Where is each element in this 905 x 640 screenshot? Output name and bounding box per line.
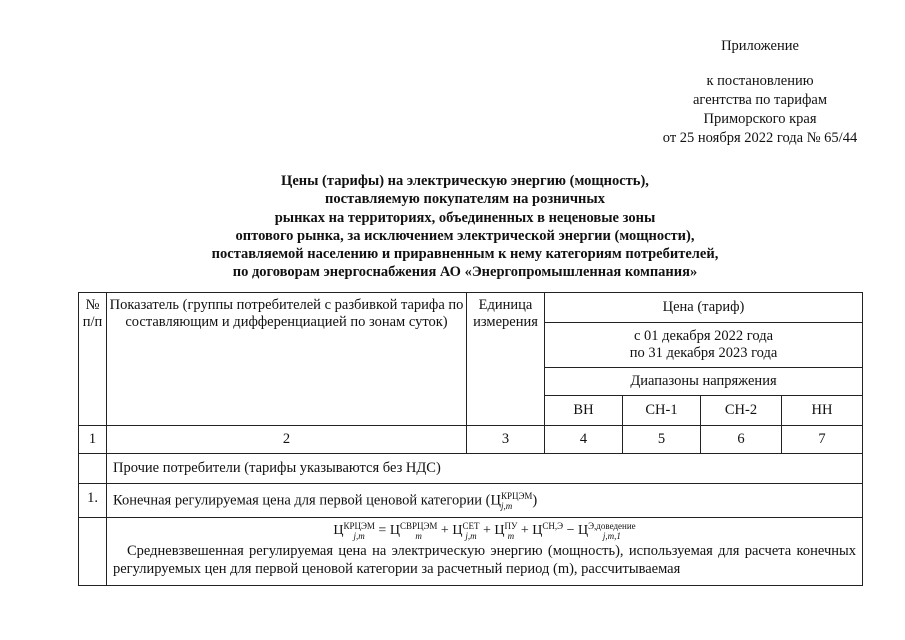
header-price: Цена (тариф) xyxy=(545,293,863,323)
title-line: по договорам энергоснабжения АО «Энергопромышленная компания» xyxy=(232,264,698,281)
column-number: 7 xyxy=(782,426,863,454)
appendix-title: Приложение xyxy=(721,38,799,54)
voltage-vn: ВН xyxy=(545,396,623,426)
row-description: Средневзвешенная регулируемая цена на электрическую энергию (мощность), используемая для расчета конечных регулируемых цен для первой ценовой категории за расчетный период (m), рассчитываемая xyxy=(113,543,856,577)
section-row: Прочие потребители (тарифы указываются без НДС) xyxy=(107,454,863,484)
header-voltage: Диапазоны напряжения xyxy=(545,368,863,396)
voltage-nn: НН xyxy=(782,396,863,426)
section-num-cell xyxy=(79,454,107,484)
row-label-close: ) xyxy=(532,491,538,508)
column-number: 6 xyxy=(701,426,782,454)
row-num: 1. xyxy=(79,484,107,518)
row-label-sub: j,m xyxy=(500,500,513,511)
appendix-ref-line: агентства по тарифам xyxy=(693,92,827,108)
period-start: с 01 декабря 2022 года xyxy=(633,328,774,344)
header-num: № п/п xyxy=(79,293,107,426)
header-indicator: Показатель (группы потребителей с разбивкой тарифа по составляющим и дифференциацией по зонам суток) xyxy=(107,293,467,426)
column-number: 4 xyxy=(545,426,623,454)
header-unit: Единица измерения xyxy=(467,293,545,426)
row-label xyxy=(107,484,863,518)
header-period xyxy=(545,323,863,368)
formula: Ц КРЦЭМ j,m = Ц СВРЦЭМ m + Ц СЕТ j,m + Ц ПУ m + Ц СН,Э − Ц Э,доведение j,m,1 xyxy=(333,521,636,541)
title-line: Цены (тарифы) на электрическую энергию (мощность), xyxy=(281,173,649,189)
row-num-cell xyxy=(79,518,107,586)
appendix-reference xyxy=(640,72,880,148)
appendix-ref-line: от 25 ноября 2022 года № 65/44 xyxy=(662,130,858,146)
tariff-table xyxy=(78,292,863,586)
title-line: оптового рынка, за исключением электрической энергии (мощности), xyxy=(235,227,695,244)
voltage-sn2: СН-2 xyxy=(701,396,782,426)
column-number: 2 xyxy=(107,426,467,454)
title-line: поставляемую покупателям на розничных xyxy=(325,191,605,208)
appendix-ref-line: Приморского края xyxy=(703,111,817,127)
title-line: рынках на территориях, объединенных в неценовые зоны xyxy=(274,209,656,226)
column-number: 1 xyxy=(79,426,107,454)
column-number: 3 xyxy=(467,426,545,454)
period-end: по 31 декабря 2023 года xyxy=(629,345,778,361)
title-line: поставляемой населению и приравненным к нему категориям потребителей, xyxy=(211,246,719,263)
document-title xyxy=(150,172,780,282)
appendix-ref-line: к постановлению xyxy=(706,73,814,89)
row-label-symbol: Ц xyxy=(490,491,501,508)
row-label-sup: КРЦЭМ xyxy=(500,490,533,501)
row-body xyxy=(107,518,863,586)
voltage-sn1: СН-1 xyxy=(623,396,701,426)
column-number: 5 xyxy=(623,426,701,454)
row-label-text: Конечная регулируемая цена для первой ценовой категории ( xyxy=(113,491,491,508)
